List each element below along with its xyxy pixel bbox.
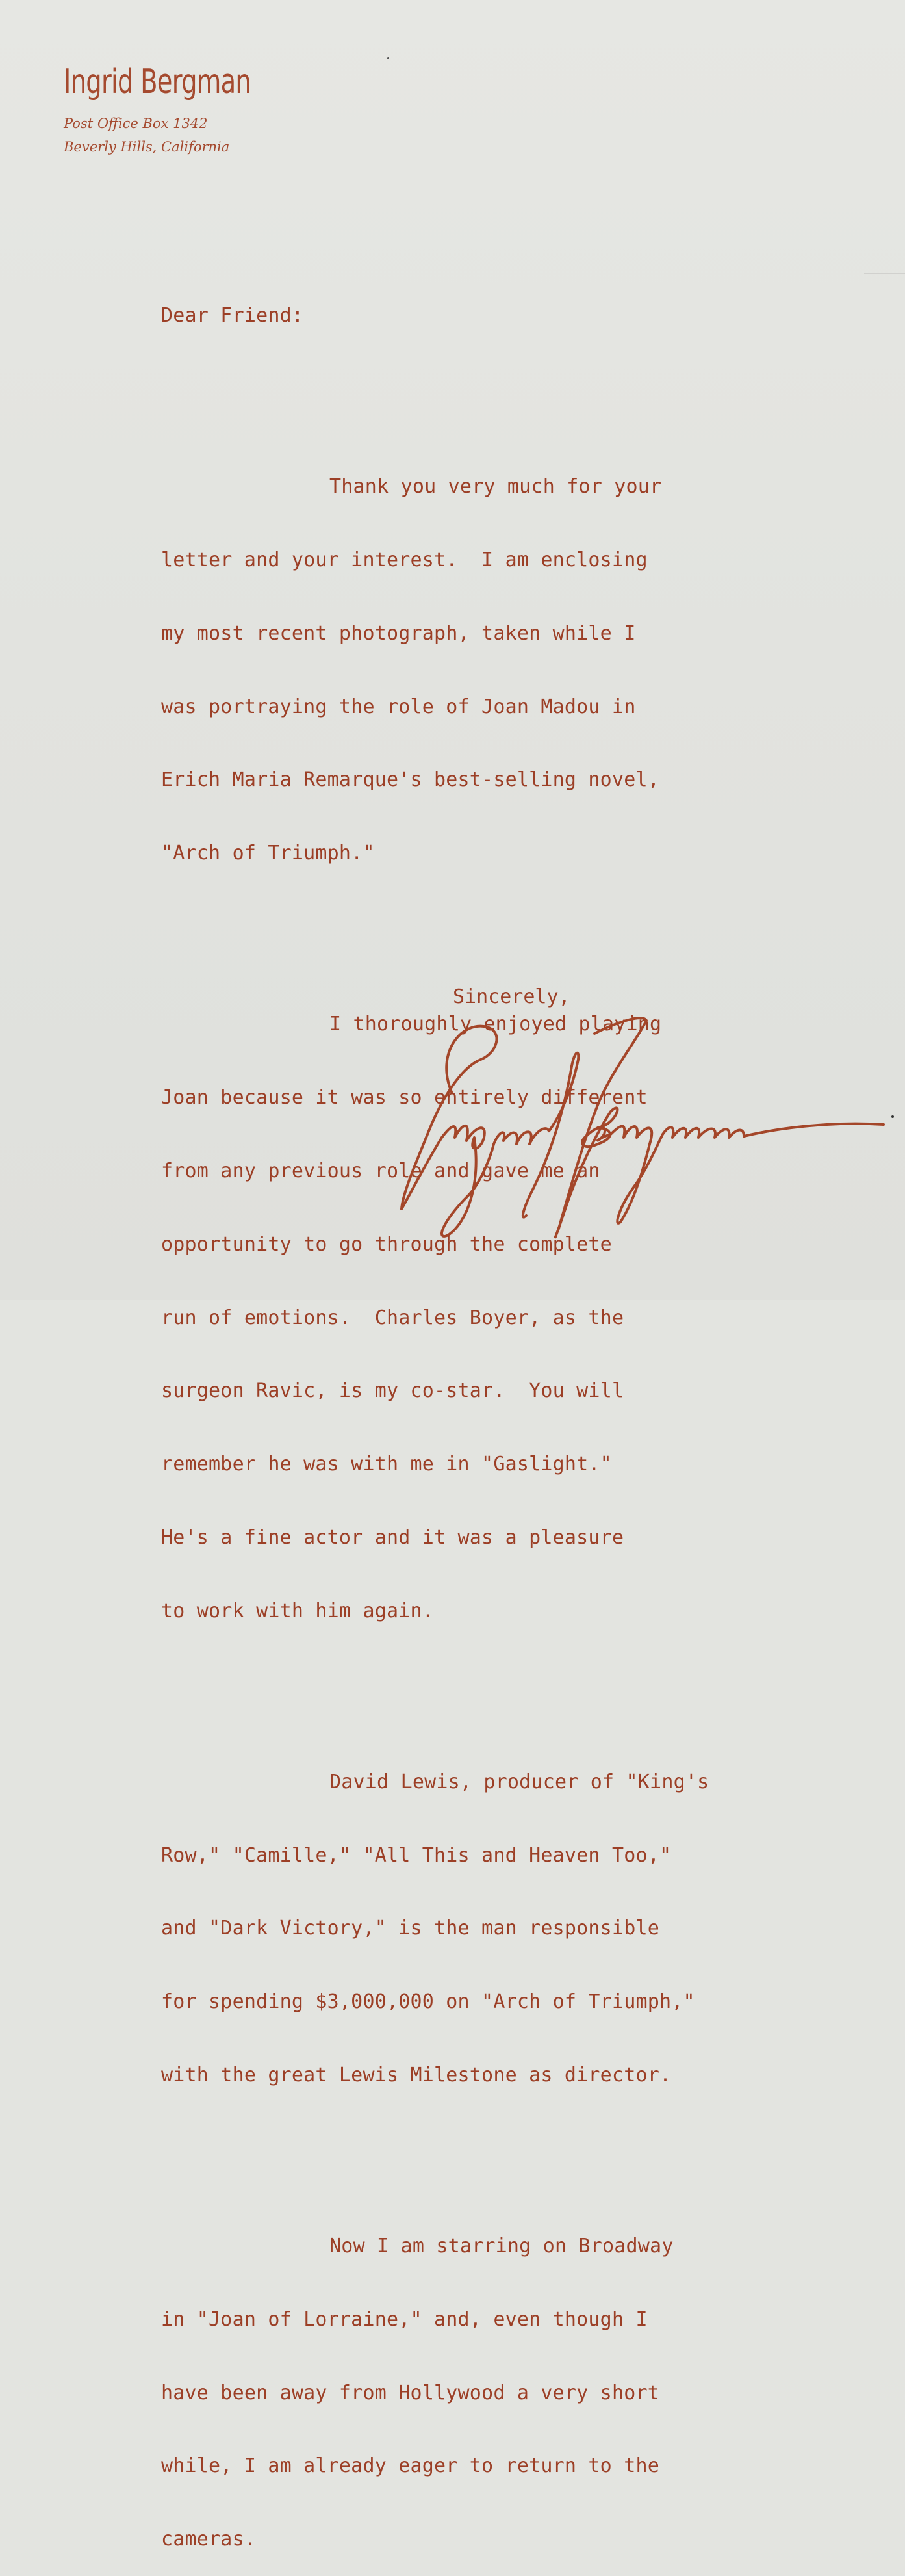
paragraph-line: He's a fine actor and it was a pleasure (161, 1526, 624, 1549)
paragraph-line: Thank you very much for your (329, 475, 662, 499)
paragraph-line: while, I am already eager to return to the (161, 2454, 659, 2478)
paragraph-line: Row," "Camille," "All This and Heaven Too," (161, 1843, 672, 1867)
paragraph-line: from any previous role and gave me an (161, 1159, 600, 1182)
paragraph-line: I thoroughly enjoyed playing (329, 1013, 662, 1036)
paper-fold-crease (864, 273, 905, 274)
paragraph-line: Joan because it was so entirely different (161, 1086, 648, 1110)
letterhead-address-line2: Beverly Hills, California (64, 139, 230, 155)
paragraph-line: in "Joan of Lorraine," and, even though I (161, 2308, 648, 2331)
paragraph-line: my most recent photograph, taken while I (161, 621, 636, 645)
paragraph-line: with the great Lewis Milestone as director. (161, 2063, 672, 2087)
paragraph-line: and "Dark Victory," is the man responsible (161, 1917, 659, 1940)
paragraph-line: have been away from Hollywood a very short (161, 2381, 659, 2404)
paragraph-line: run of emotions. Charles Boyer, as the (161, 1306, 624, 1329)
paper-speck (387, 57, 389, 59)
paragraph-line: cameras. (161, 2528, 257, 2551)
closing: Sincerely, (453, 985, 570, 1008)
paragraph-line: for spending $3,000,000 on "Arch of Triumph," (161, 1990, 695, 2014)
paragraph-line: was portraying the role of Joan Madou in (161, 695, 636, 718)
paragraph-line: surgeon Ravic, is my co-star. You will (161, 1379, 624, 1403)
paper-speck (891, 1115, 894, 1118)
paragraph-line: opportunity to go through the complete (161, 1232, 612, 1256)
paragraph-line: letter and your interest. I am enclosing (161, 549, 648, 572)
signature-icon (390, 1014, 890, 1248)
paragraph-line: "Arch of Triumph." (161, 842, 375, 865)
paragraph-line: to work with him again. (161, 1599, 435, 1622)
paragraph-line: David Lewis, producer of "King's (329, 1770, 709, 1793)
letterhead-address-line1: Post Office Box 1342 (64, 116, 208, 131)
salutation: Dear Friend: (161, 304, 304, 328)
letter-body (161, 255, 709, 2576)
paragraph-line: remember he was with me in "Gaslight." (161, 1453, 612, 1476)
paragraph-line: Now I am starring on Broadway (329, 2235, 674, 2258)
letterhead-name: Ingrid Bergman (64, 62, 251, 101)
paragraph-line: Erich Maria Remarque's best-selling novel, (161, 768, 659, 792)
